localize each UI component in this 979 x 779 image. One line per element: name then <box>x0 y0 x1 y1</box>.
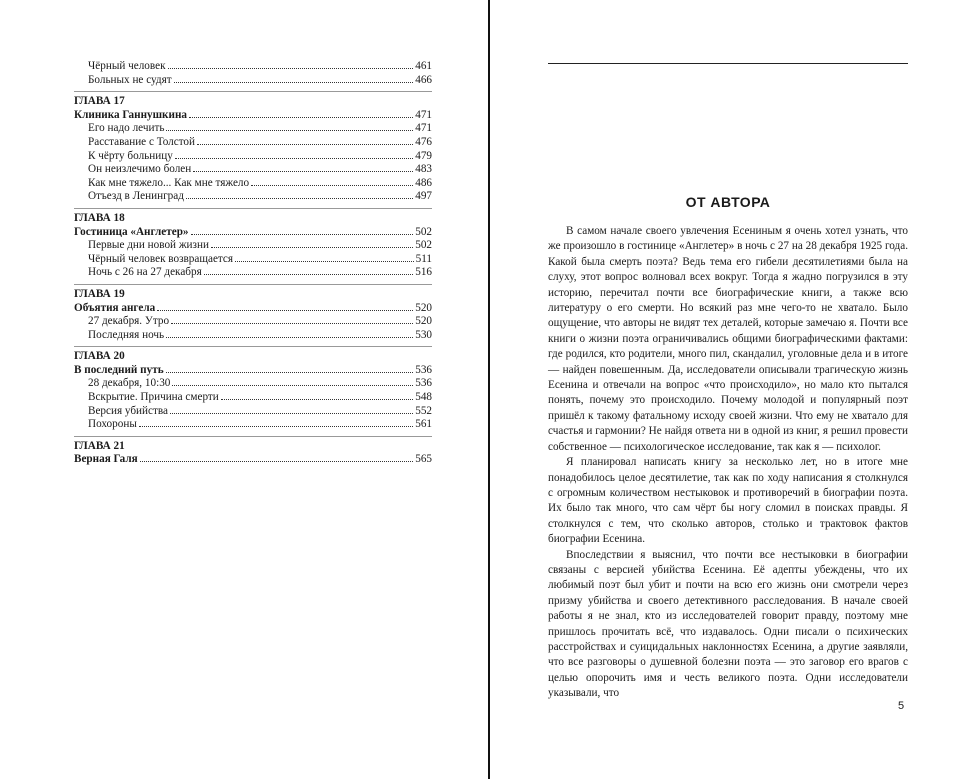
toc-item-title: Отъезд в Ленинград <box>88 190 184 203</box>
chapter-title-row[interactable] <box>74 302 432 316</box>
chapter-title-row[interactable] <box>74 226 432 240</box>
toc-dots <box>204 274 414 275</box>
toc-item-title: Ночь с 26 на 27 декабря <box>88 266 202 279</box>
toc-item-page: 461 <box>415 60 432 72</box>
toc-item-title: Первые дни новой жизни <box>88 239 209 252</box>
toc-item[interactable] <box>74 329 432 343</box>
toc-dots <box>191 234 414 235</box>
body-text <box>548 224 908 702</box>
toc-item-title: Он неизлечимо болен <box>88 163 192 176</box>
chapter-title-row[interactable] <box>74 453 432 467</box>
toc-first-block <box>74 60 432 92</box>
toc-item-title: Больных не судят <box>88 73 172 86</box>
toc-chapter <box>74 288 432 347</box>
toc-item[interactable] <box>74 150 432 164</box>
toc-item-title: Вскрытие. Причина смерти <box>88 391 219 404</box>
toc-dots <box>193 171 413 172</box>
toc-item-title: 27 декабря. Утро <box>88 315 170 328</box>
toc-dots <box>175 158 413 159</box>
toc-item[interactable] <box>74 418 432 432</box>
toc-dots <box>174 82 414 83</box>
toc-item-page: 476 <box>415 135 432 148</box>
toc-item[interactable] <box>74 136 432 150</box>
toc-item[interactable] <box>74 60 432 74</box>
toc-page <box>74 60 432 471</box>
toc-item-page: 536 <box>415 377 432 390</box>
toc-item-page: 552 <box>415 404 432 417</box>
toc-dots <box>168 68 414 69</box>
toc-item-page: 530 <box>415 328 432 341</box>
toc-chapter <box>74 95 432 209</box>
toc-dots <box>170 413 413 414</box>
toc-chapter <box>74 212 432 285</box>
toc-dots <box>171 323 413 324</box>
toc-item-page: 483 <box>415 163 432 176</box>
chapter-label: ГЛАВА 20 <box>74 350 125 363</box>
toc-dots <box>166 372 414 373</box>
toc-item[interactable] <box>74 190 432 204</box>
toc-item[interactable] <box>74 122 432 136</box>
paragraph: Впоследствии я выяснил, что почти все нестыковки в биографии связаны с версией убийства Есенина. Её адепты убеждены, что их любимый поэт был убит и почти на всю его жизнь они смотрели через призму убийства и своего детективного расследования. В начале своей работы я не знал, кто из исследователей говорит правду, поэтому мне пришлось прочитать всё, что издавалось. Одни писали о психических расстройствах и суицидальных наклонностях Есенина, а другие заявляли, что все разговоры о душевной болезни поэта — это заговор его врагов с целью опорочить имя и честь великого поэта. Одни исследователи указывали, что <box>548 548 908 700</box>
toc-dots <box>186 198 413 199</box>
toc-item-page: 486 <box>415 176 432 189</box>
toc-item-title: Как мне тяжело... Как мне тяжело <box>88 176 250 189</box>
toc-item-title: Чёрный человек <box>88 60 166 72</box>
toc-dots <box>235 261 414 262</box>
toc-item-title: Его надо лечить <box>88 122 165 135</box>
toc-item-page: 502 <box>415 239 432 252</box>
chapter-title: В последний путь <box>74 363 164 376</box>
toc-item[interactable] <box>74 266 432 280</box>
toc-item[interactable] <box>74 253 432 267</box>
chapter-label: ГЛАВА 18 <box>74 211 125 224</box>
toc-dots <box>157 310 413 311</box>
toc-item-title: Чёрный человек возвращается <box>88 252 234 265</box>
section-heading: ОТ АВТОРА <box>685 194 771 210</box>
toc-item-title: Похороны <box>88 418 137 431</box>
toc-dots <box>251 185 413 186</box>
toc-dots <box>140 461 414 462</box>
chapter-label: ГЛАВА 19 <box>74 287 125 300</box>
chapter-title-row[interactable] <box>74 364 432 378</box>
toc-item-page: 548 <box>415 391 432 404</box>
toc-item[interactable] <box>74 163 432 177</box>
toc-item-page: 479 <box>415 149 432 162</box>
toc-chapters <box>74 95 432 471</box>
chapter-page: 536 <box>415 363 432 376</box>
toc-dots <box>166 130 413 131</box>
toc-dots <box>172 385 413 386</box>
chapter-title: Клиника Ганнушкина <box>74 108 187 121</box>
chapter-page: 502 <box>415 225 432 238</box>
toc-item-page: 471 <box>415 122 432 135</box>
toc-dots <box>189 117 413 118</box>
chapter-title: Объятия ангела <box>74 301 156 314</box>
toc-item-page: 466 <box>415 73 432 86</box>
toc-item[interactable] <box>74 239 432 253</box>
chapter-label: ГЛАВА 21 <box>74 439 125 452</box>
toc-item[interactable] <box>74 391 432 405</box>
toc-dots <box>166 337 413 338</box>
toc-item[interactable] <box>74 177 432 191</box>
toc-item-title: 28 декабря, 10:30 <box>88 377 171 390</box>
paragraph: В самом начале своего увлечения Есениным я очень хотел узнать, что же произошло в гостинице «Англетер» в ночь с 27 на 28 декабря 1925 года. Какой была смерть поэта? Ведь тема его гибели десятилетиями была на слуху, этот вопрос волновал всех вокруг. Тогда я жадно погрузился в эту историю, перечитал почти все биографические книги, а также всю литературу о его смерти. Но всякий раз мне чего-то не хватало. Было ощущение, что авторы не видят тех деталей, которые замечаю я. Почти все книги о жизни поэта ограничивались общими биографическими фактами: где родился, кто родители, много пил, скандалил, уголовные дела и в итоге — найден повешенным. Да, исследователи описывали трагическую жизнь Есенина и отвечали на вопрос «что происходило», но мало кто пытался понять, почему это происходило. Почему молодой и популярный поэт пришёл к такому фатальному исходу своей жизни. Что ему не хватало для счастья и гармонии? Не найдя ответа ни в одной из книг, я решил провести собственное — психологическое исследование, так как я — психолог. <box>548 225 908 453</box>
toc-item-title: Последняя ночь <box>88 328 165 341</box>
chapter-title-row[interactable] <box>74 109 432 123</box>
toc-dots <box>139 426 413 427</box>
toc-item-page: 520 <box>415 315 432 328</box>
header-rule <box>548 63 908 64</box>
toc-item-page: 516 <box>415 266 432 279</box>
toc-item-title: К чёрту больницу <box>88 149 173 162</box>
book-spine <box>488 0 490 779</box>
toc-item[interactable] <box>74 377 432 391</box>
chapter-page: 520 <box>415 301 432 314</box>
page-number: 5 <box>898 700 905 712</box>
toc-chapter <box>74 440 432 471</box>
toc-dots <box>211 247 413 248</box>
toc-dots <box>197 144 413 145</box>
paragraph: Я планировал написать книгу за несколько лет, но в итоге мне понадобилось целое десятилетие, так как по ходу написания я столкнулся с огромным количеством нестыковок и противоречий в биографии поэта. Их было так много, что сам чёрт бы ногу сломил в поисках правды. Я столкнулся с тем, что сколько авторов, столько и трактовок фактов биографии Есенина. <box>548 456 908 546</box>
chapter-title: Гостиница «Англетер» <box>74 225 189 238</box>
chapter-title: Верная Галя <box>74 453 138 466</box>
toc-item-title: Расставание с Толстой <box>88 135 196 148</box>
toc-chapter <box>74 350 432 437</box>
toc-item-title: Версия убийства <box>88 404 168 417</box>
toc-dots <box>221 399 413 400</box>
chapter-page: 565 <box>415 453 432 466</box>
toc-item-page: 497 <box>415 190 432 203</box>
toc-item[interactable] <box>74 405 432 419</box>
toc-item-page: 511 <box>415 252 432 265</box>
toc-item[interactable] <box>74 315 432 329</box>
chapter-page: 471 <box>415 108 432 121</box>
chapter-label: ГЛАВА 17 <box>74 95 125 108</box>
toc-item-page: 561 <box>415 418 432 431</box>
toc-item[interactable] <box>74 74 432 88</box>
